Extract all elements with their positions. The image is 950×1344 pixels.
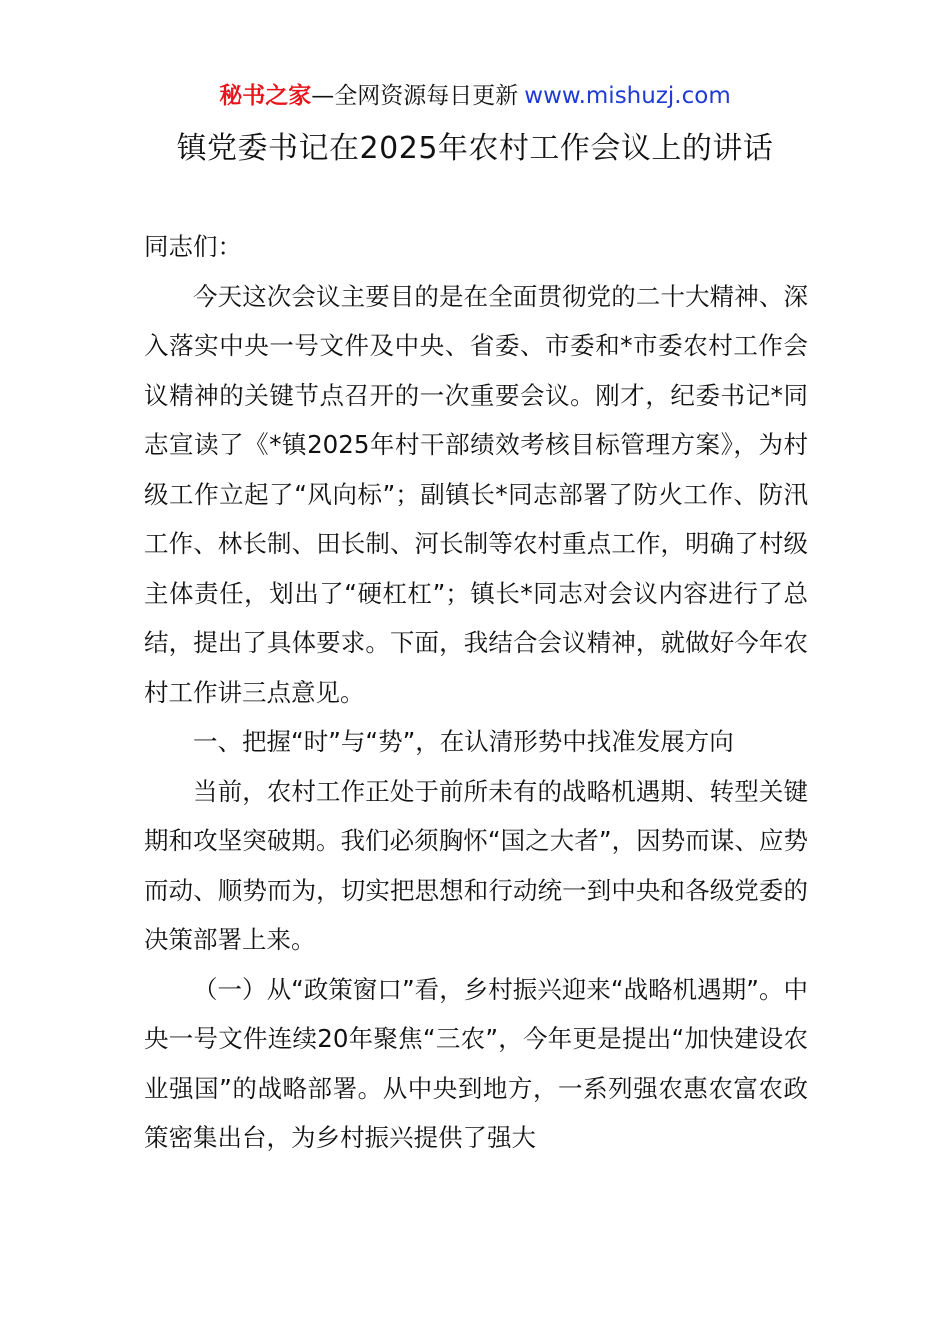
site-header (0, 80, 950, 112)
section-heading-1: 一、把握“时”与“势”，在认清形势中找准发展方向 (193, 727, 734, 756)
site-tagline: —全网资源每日更新 (311, 83, 519, 109)
salutation: 同志们： (144, 232, 242, 261)
paragraph-policy-window: （一）从“政策窗口”看，乡村振兴迎来“战略机遇期”。中央一号文件连续20年聚焦“三农”，今年更是提出“加快建设农业强国”的战略部署。从中央到地方，一系列强农惠农富农政策密集出台，为乡村振兴提供了强大 (144, 974, 808, 1152)
paragraph-situation: 当前，农村工作正处于前所未有的战略机遇期、转型关键期和攻坚突破期。我们必须胸怀“国之大者”，因势而谋、应势而动、顺势而为，切实把思想和行动统一到中央和各级党委的决策部署上来。 (144, 776, 808, 954)
site-name: 秘书之家 (219, 83, 312, 109)
paragraph-intro: 今天这次会议主要目的是在全面贯彻党的二十大精神、深入落实中央一号文件及中央、省委、市委和*市委农村工作会议精神的关键节点召开的一次重要会议。刚才，纪委书记*同志宣读了《*镇2025年村干部绩效考核目标管理方案》，为村级工作立起了“风向标”；副镇长*同志部署了防火工作、防汛工作、林长制、田长制、河长制等农村重点工作，明确了村级主体责任，划出了“硬杠杠”；镇长*同志对会议内容进行了总结，提出了具体要求。下面，我结合会议精神，就做好今年农村工作讲三点意见。 (144, 281, 808, 707)
document-body (144, 222, 808, 1163)
document-title: 镇党委书记在2025年农村工作会议上的讲话 (176, 131, 774, 166)
site-url-link[interactable]: www.mishuzj.com (524, 83, 731, 109)
